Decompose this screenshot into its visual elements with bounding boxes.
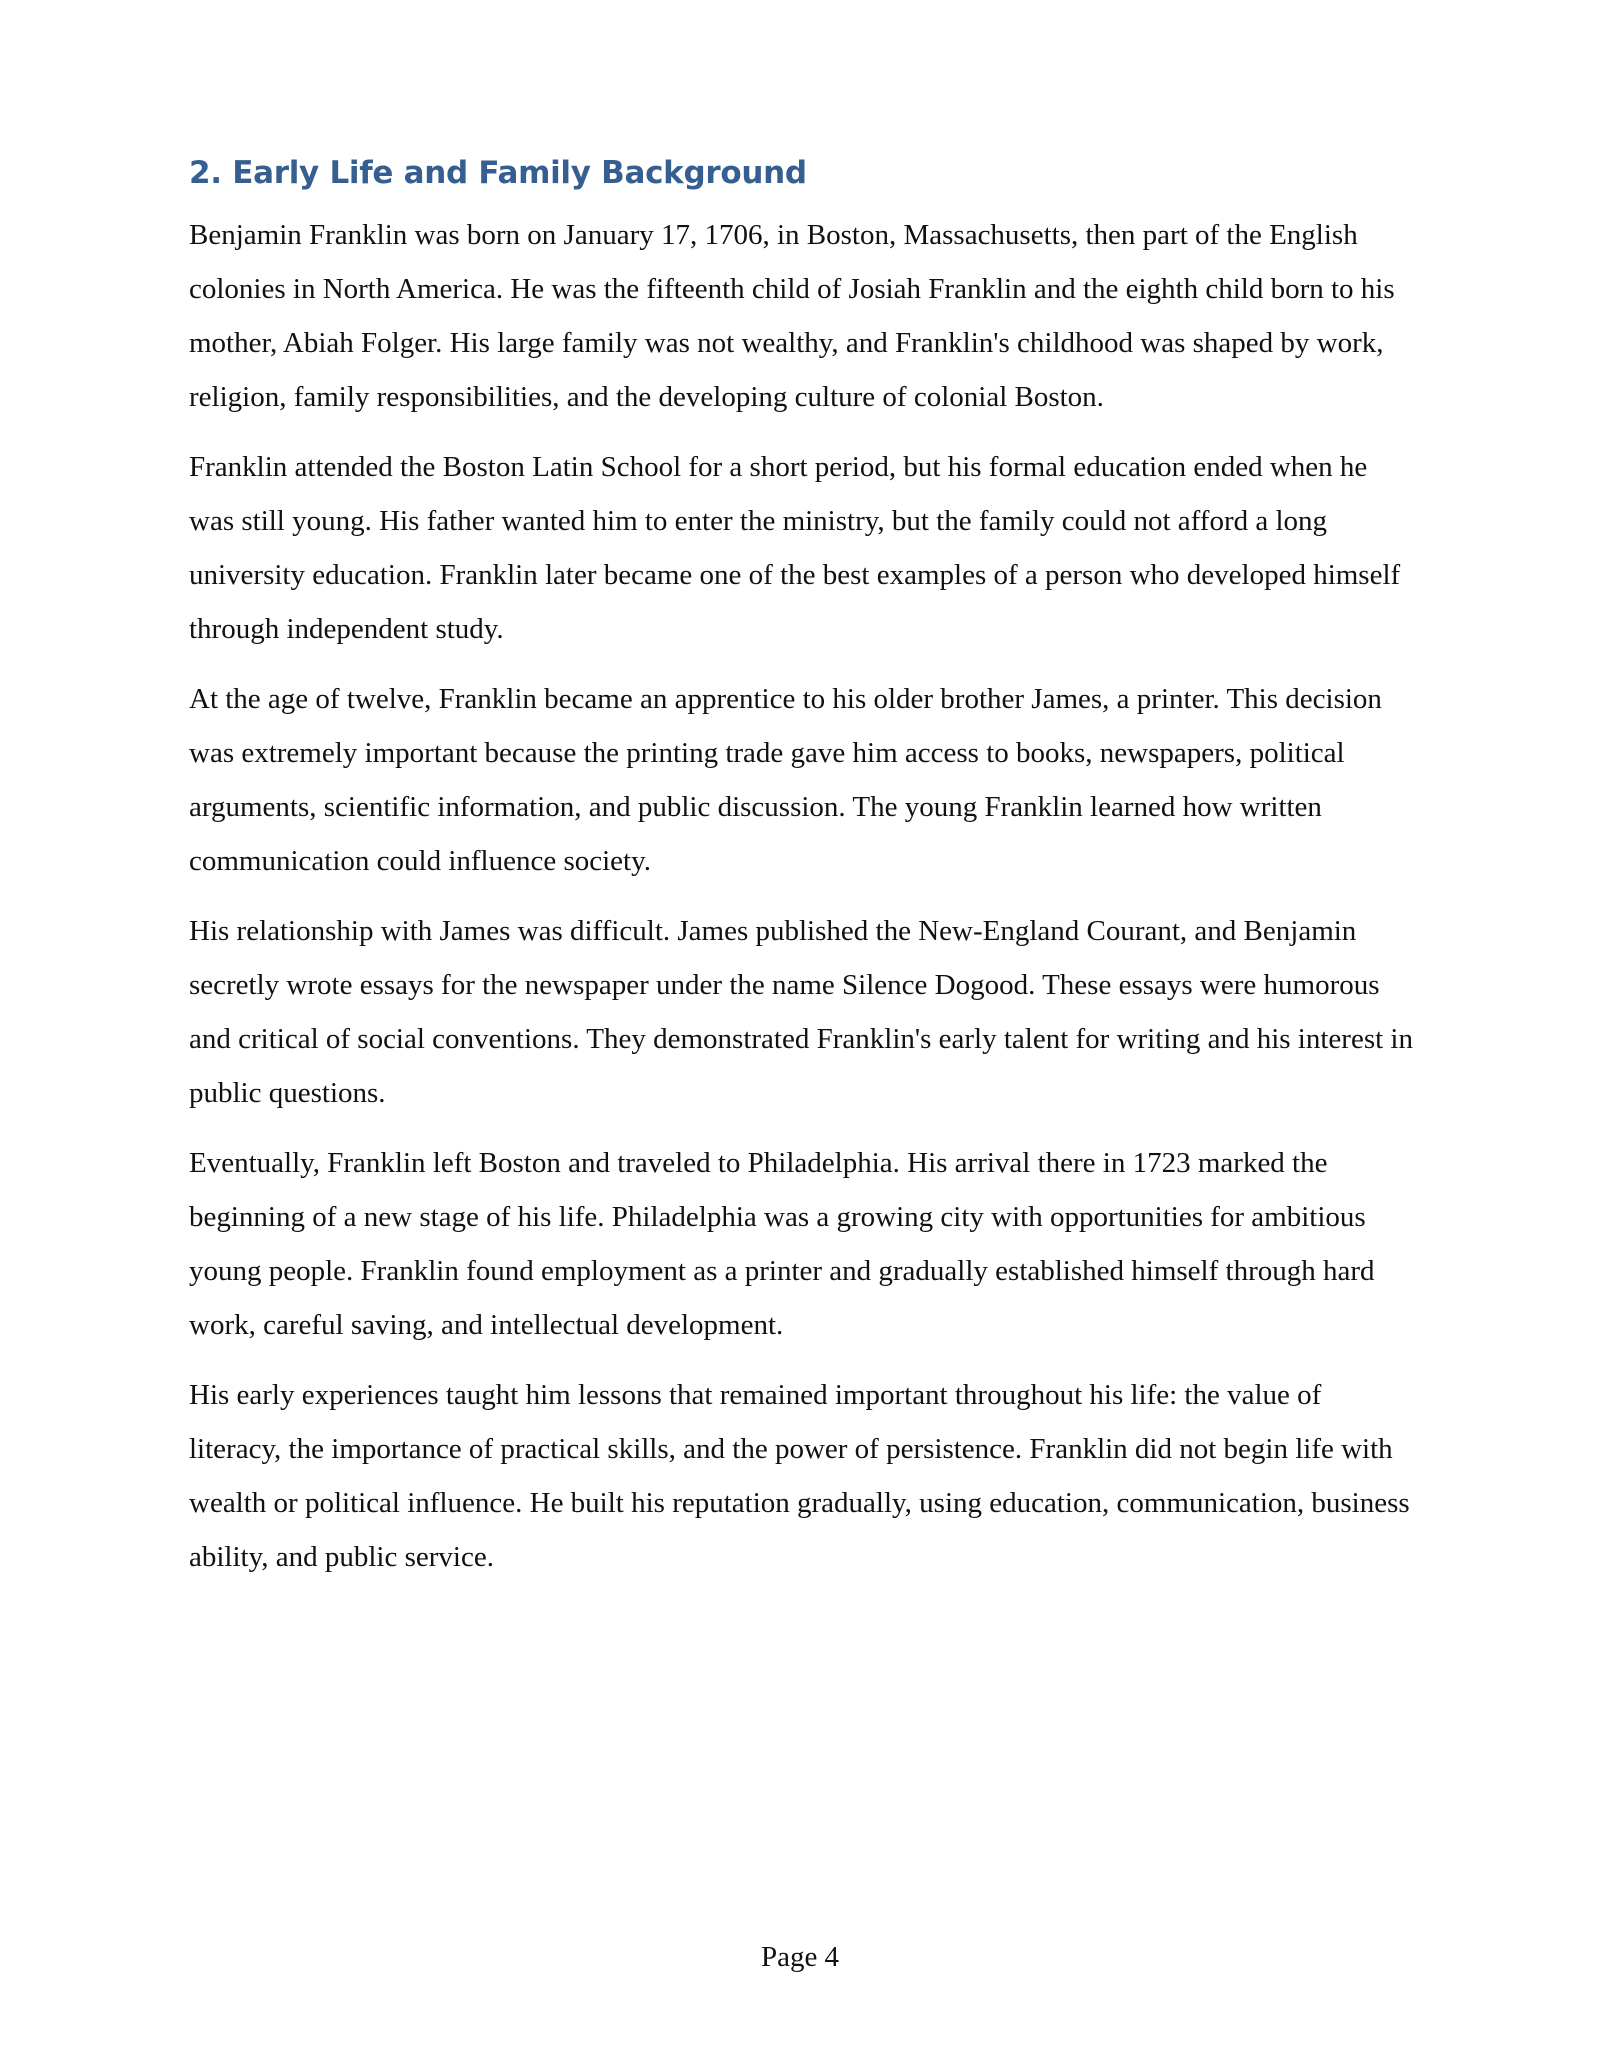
- paragraph: At the age of twelve, Franklin became an apprentice to his older brother James, a printer. This decision was extremely important because the printing trade gave him access to books, newspapers, political arguments, scientific information, and public discussion. The young Franklin learned how written communication could influence society.: [189, 683, 1382, 877]
- page-content: [189, 148, 1419, 1600]
- page-number: Page 4: [760, 1941, 840, 1973]
- paragraph: Benjamin Franklin was born on January 17, 1706, in Boston, Massachusetts, then part of the English colonies in North America. He was the fifteenth child of Josiah Franklin and the eighth child born to his mother, Abiah Folger. His large family was not wealthy, and Franklin's childhood was shaped by work, religion, family responsibilities, and the developing culture of colonial Boston.: [189, 219, 1395, 413]
- paragraph: His early experiences taught him lessons that remained important throughout his life: the value of literacy, the importance of practical skills, and the power of persistence. Franklin did not begin life with wealth or political influence. He built his reputation gradually, using education, communication, business ability, and public service.: [189, 1379, 1410, 1573]
- paragraph: Franklin attended the Boston Latin School for a short period, but his formal education ended when he was still young. His father wanted him to enter the ministry, but the family could not afford a long university education. Franklin later became one of the best examples of a person who developed himself through independent study.: [189, 451, 1401, 645]
- paragraph: His relationship with James was difficult. James published the New-England Courant, and Benjamin secretly wrote essays for the newspaper under the name Silence Dogood. These essays were humorous and critical of social conventions. They demonstrated Franklin's early talent for writing and his interest in public questions.: [189, 915, 1413, 1109]
- section-heading: 2. Early Life and Family Background: [189, 155, 807, 191]
- paragraph: Eventually, Franklin left Boston and traveled to Philadelphia. His arrival there in 1723 marked the beginning of a new stage of his life. Philadelphia was a growing city with opportunities for ambitious young people. Franklin found employment as a printer and gradually established himself through hard work, careful saving, and intellectual development.: [189, 1147, 1375, 1341]
